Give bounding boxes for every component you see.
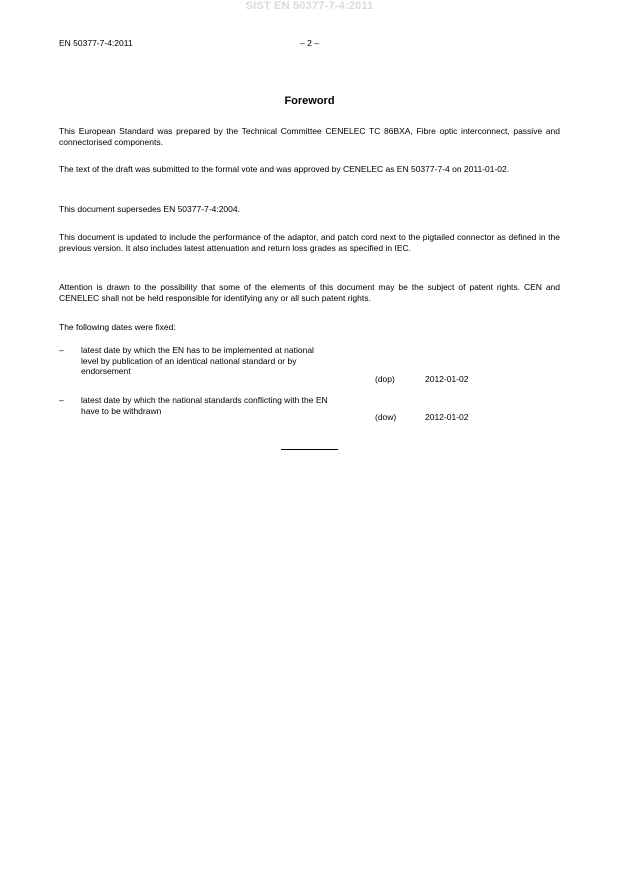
date-item-dow [59,395,560,435]
paragraph-approval: The text of the draft was submitted to the formal vote and was approved by CENELEC as EN 50377-7-4 on 2011-01-02. [59,164,510,174]
document-id: EN 50377-7-4:2011 [59,38,133,48]
section-end-rule [281,449,338,450]
page-number: – 2 – [300,38,319,48]
paragraph-supersedes: This document supersedes EN 50377-7-4:2004. [59,204,240,214]
paragraph-preparation: This European Standard was prepared by the Technical Committee CENELEC TC 86BXA, Fibre optic interconnect, passive and connectorised components. [59,126,560,147]
paragraph-dates-intro: The following dates were fixed: [59,322,176,332]
date-item-dop [59,345,560,385]
paragraph-patent: Attention is drawn to the possibility that some of the elements of this document may be the subject of patent rights. CEN and CENELEC shall not be held responsible for identifying any or all such patent rights. [59,282,560,303]
list-dash: – [59,345,64,355]
section-title: Foreword [284,95,335,107]
date-item-text: latest date by which the national standards conflicting with the EN have to be withdrawn [81,395,328,416]
date-item-code: (dow) [375,412,397,422]
date-item-code: (dop) [375,374,395,384]
date-item-date: 2012-01-02 [425,374,469,384]
date-item-date: 2012-01-02 [425,412,469,422]
watermark: SIST EN 50377-7-4:2011 [245,0,374,12]
date-item-text: latest date by which the EN has to be implemented at national level by publication of an identical national standard or by endorsement [81,345,314,376]
list-dash: – [59,395,64,405]
paragraph-update: This document is updated to include the performance of the adaptor, and patch cord next to the pigtailed connector as defined in the previous version. It also includes latest attenuation and return loss grades as specified in IEC. [59,232,560,253]
